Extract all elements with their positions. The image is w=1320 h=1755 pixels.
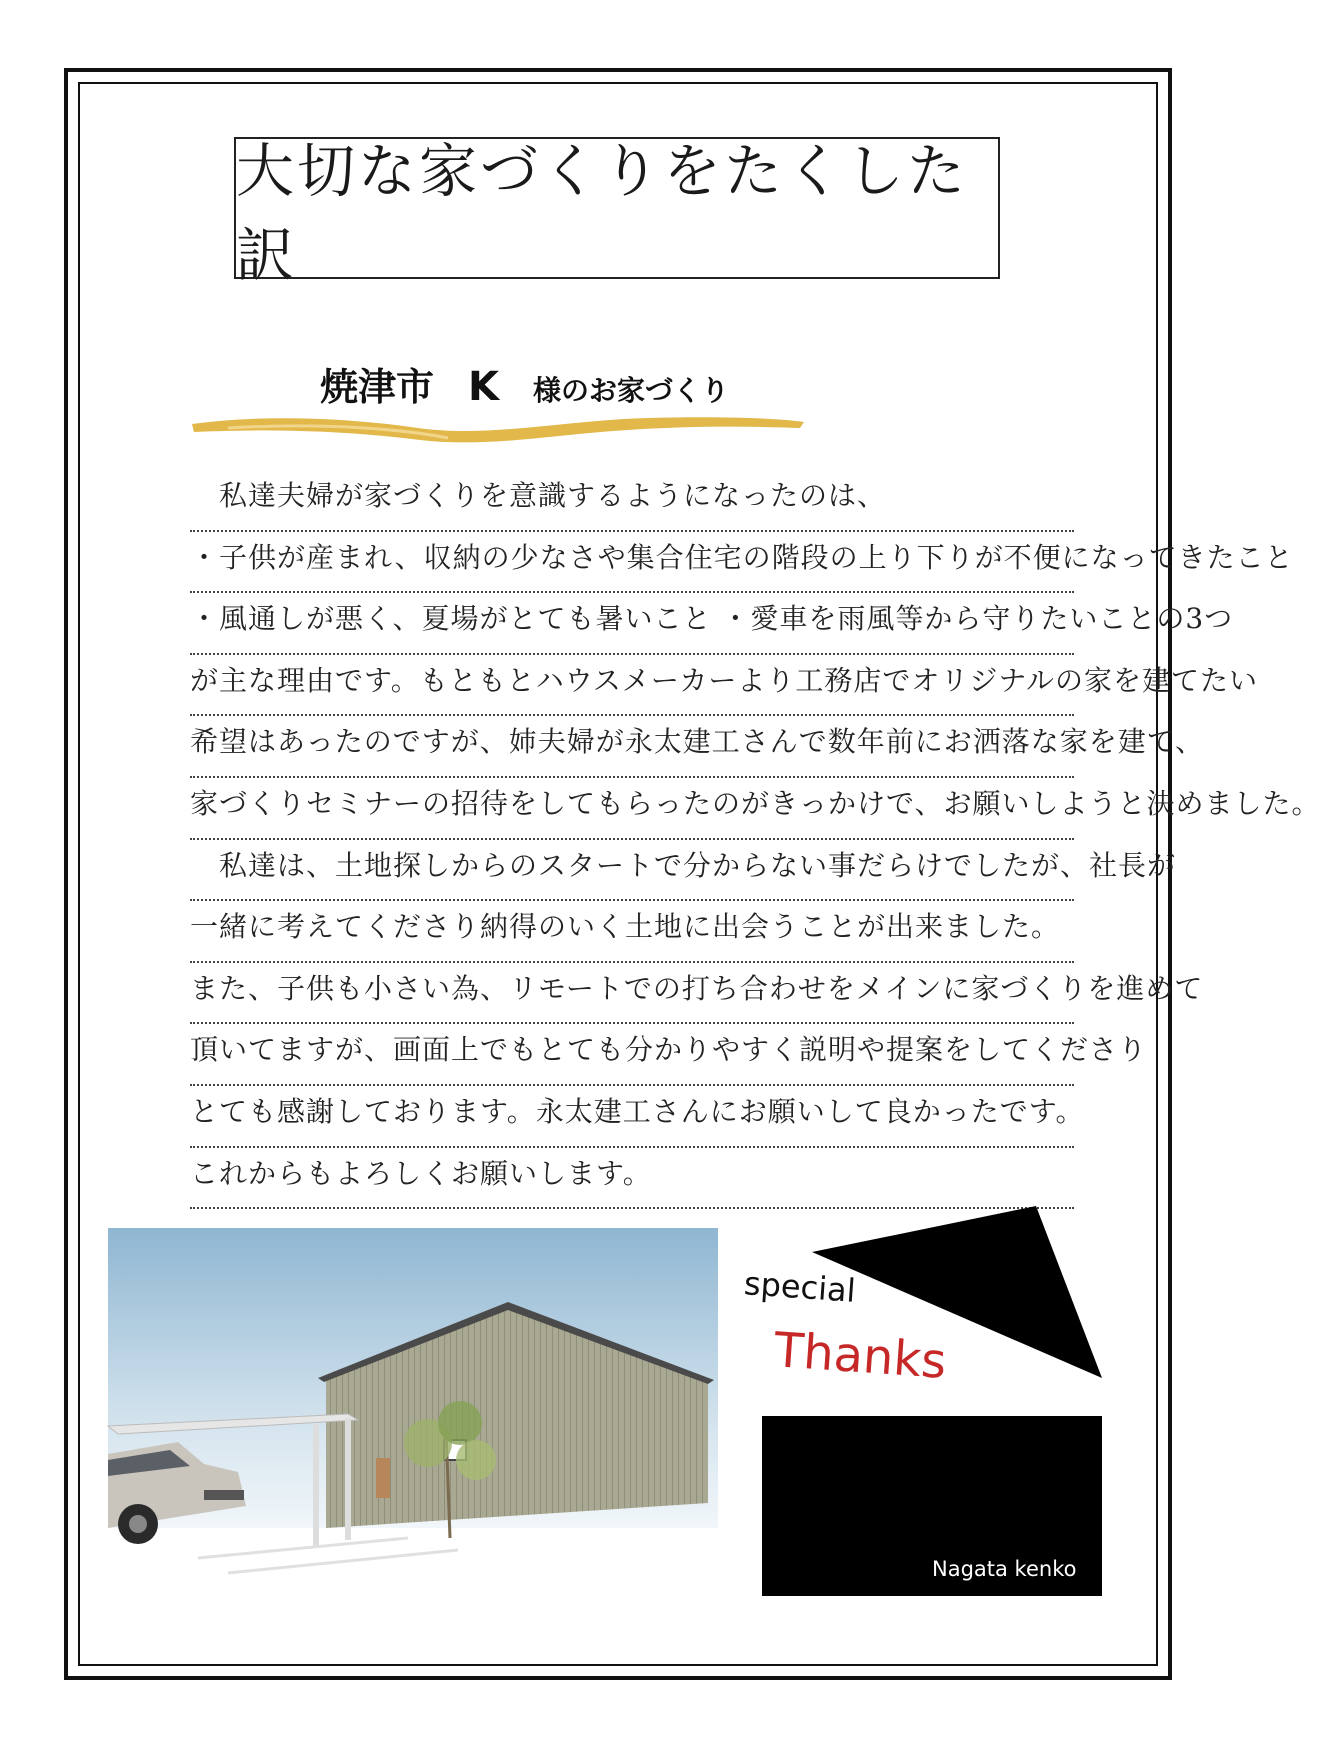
letter-line: が主な理由です。もともとハウスメーカーより工務店でオリジナルの家を建てたい: [190, 655, 1074, 717]
house-rendering-image: [108, 1228, 718, 1580]
letter-line: 一緒に考えてくださり納得のいく土地に出会うことが出来ました。: [190, 901, 1074, 963]
letter-line: 私達は、土地探しからのスタートで分からない事だらけでしたが、社長が: [190, 840, 1074, 902]
letter-line: とても感謝しております。永太建工さんにお願いして良かったです。: [190, 1086, 1074, 1148]
page-title: 大切な家づくりをたくした訳: [236, 137, 969, 289]
title-box: [234, 137, 1000, 289]
gold-brush-stroke: [188, 408, 808, 448]
thanks-text: Thanks: [772, 1322, 949, 1390]
letter-line: 私達夫婦が家づくりを意識するようになったのは、: [190, 470, 1074, 532]
letter-line: ・風通しが悪く、夏場がとても暑いこと ・愛車を雨風等から守りたいことの3つ: [190, 593, 1074, 655]
handwritten-letter: [190, 470, 1320, 1209]
thanks-card-shapes: [740, 1198, 1110, 1602]
letter-line: また、子供も小さい為、リモートでの打ち合わせをメインに家づくりを進めて: [190, 963, 1074, 1025]
customer-heading: [320, 356, 729, 411]
letter-line: 頂いてますが、画面上でもとても分かりやすく説明や提案をしてくださり: [190, 1024, 1074, 1086]
special-text: special: [742, 1264, 857, 1310]
letter-line: 家づくりセミナーの招待をしてもらったのがきっかけで、お願いしようと決めました。: [190, 778, 1074, 840]
customer-city: 焼津市: [320, 365, 435, 409]
customer-initial: K: [468, 364, 500, 410]
letter-line: ・子供が産まれ、収納の少なさや集合住宅の階段の上り下りが不便になってきたこと: [190, 532, 1074, 594]
customer-suffix: 様のお家づくり: [533, 374, 730, 407]
letter-line: これからもよろしくお願いします。: [190, 1148, 1074, 1210]
brand-name: Nagata kenko: [932, 1557, 1077, 1581]
letter-line: 希望はあったのですが、姉夫婦が永太建工さんで数年前にお洒落な家を建て、: [190, 716, 1074, 778]
